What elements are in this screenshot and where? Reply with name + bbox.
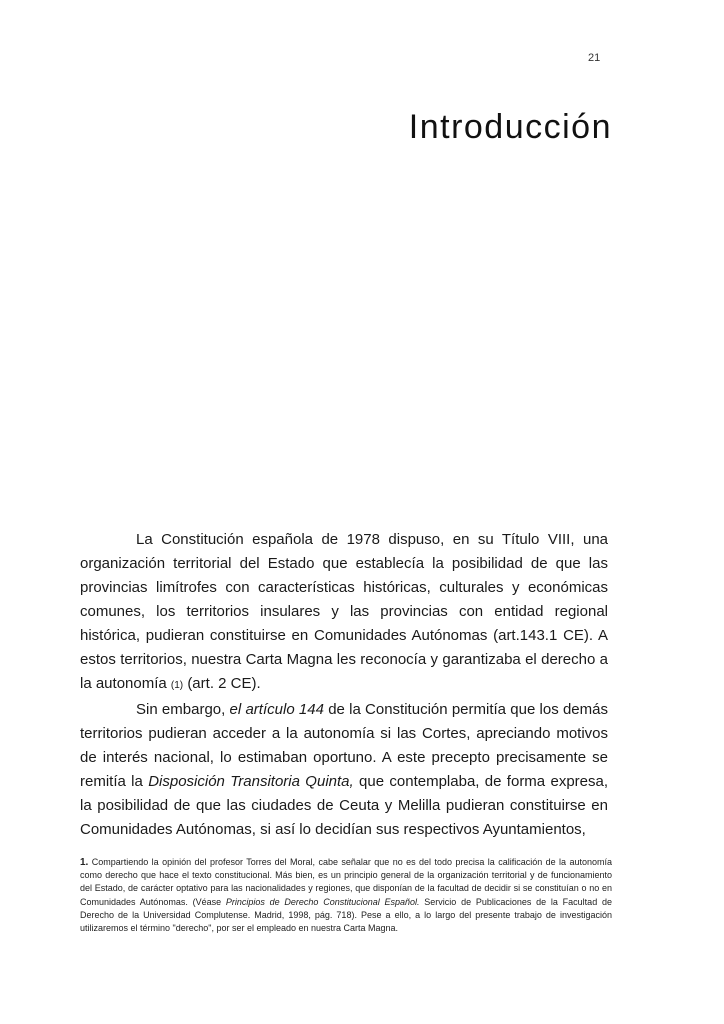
chapter-title: Introducción [408,108,612,146]
page-number: 21 [588,52,601,64]
paragraph-1 [80,528,608,698]
footnote [80,856,612,935]
body-text [80,528,608,842]
paragraph-2-part-c: que contemplaba, de forma expresa, la posibilidad de que las ciudades de Ceuta y Melilla pudieran constituirse en Comunidades Autónomas, si así lo decidían sus respectivos Ayuntamientos, [80,773,609,838]
footnote-reference[interactable]: (1) [170,680,184,691]
paragraph-2 [80,698,608,842]
footnote-number: 1. [80,857,89,868]
footnote-text-a: Compartiendo la opinión del profesor Torres del Moral, cabe señalar que no es del todo precisa la calificación de la autonomía como derecho que hace el texto constitucional. Más bien, es un principio general de la organización territorial y de funcionamiento del Estado, de carácter optativo para las nacionalidades y regiones, que disponían de la facultad de decidir si se constituían o no en Comunidades Autónomas. (Véase [80,857,612,907]
paragraph-2-italic-b: Disposición Transitoria Quinta, [148,773,354,790]
footnote-text-b: Servicio de Publicaciones de la Facultad de Derecho de la Universidad Complutense. Madrid, 1998, pág. 718). Pese a ello, a lo largo del presente trabajo de investigación utilizaremos el término "derecho", por ser el empleado en nuestra Carta Magna. [80,896,612,934]
paragraph-1-tail: (art. 2 CE). [187,675,261,692]
footnote-italic-title: Principios de Derecho Constitucional Español. [225,896,420,907]
paragraph-2-italic-a: el artículo 144 [229,701,324,718]
paragraph-1-text: La Constitución española de 1978 dispuso, en su Título VIII, una organización territorial del Estado que establecía la posibilidad de que las provincias limítrofes con características históricas, culturales y económicas comunes, los territorios insulares y las provincias con entidad regional histórica, pudieran constituirse en Comunidades Autónomas (art.143.1 CE). A estos territorios, nuestra Carta Magna les reconocía y garantizaba el derecho a la autonomía [80,531,608,692]
paragraph-2-part-b: de la Constitución permitía que los demás territorios pudieran acceder a la autonomía si las Cortes, apreciando motivos de interés nacional, lo estimaban oportuno. A este precepto precisamente se remitía la [80,701,608,790]
paragraph-2-part-a: Sin embargo, [136,701,226,718]
